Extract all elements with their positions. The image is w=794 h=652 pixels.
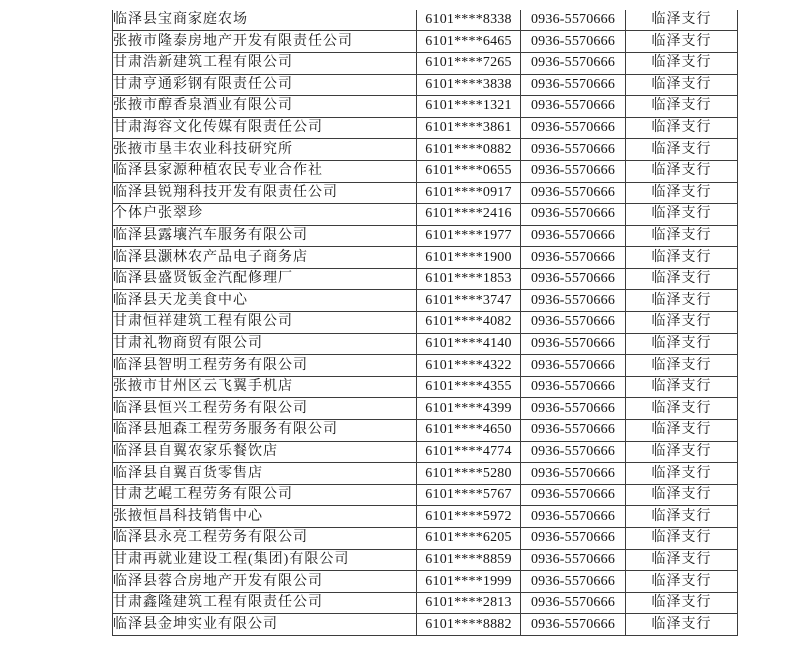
- table-row: [113, 52, 738, 74]
- table-row: [113, 96, 738, 118]
- company-name-cell: 临泽县灏林农产品电子商务店: [113, 247, 417, 269]
- account-number-cell: 6101****0655: [417, 160, 521, 182]
- company-name-cell: 临泽县恒兴工程劳务有限公司: [113, 398, 417, 420]
- table-row: [113, 247, 738, 269]
- table-row: [113, 225, 738, 247]
- branch-name-cell: 临泽支行: [626, 528, 738, 550]
- table-row: [113, 117, 738, 139]
- company-name-cell: 临泽县自翼百货零售店: [113, 463, 417, 485]
- account-number-cell: 6101****6205: [417, 528, 521, 550]
- company-name-cell: 临泽县金坤实业有限公司: [113, 614, 417, 636]
- branch-name-cell: 临泽支行: [626, 225, 738, 247]
- phone-number-cell: 0936-5570666: [521, 96, 626, 118]
- branch-name-cell: 临泽支行: [626, 96, 738, 118]
- account-number-cell: 6101****0917: [417, 182, 521, 204]
- company-name-cell: 张掖恒昌科技销售中心: [113, 506, 417, 528]
- table-row: [113, 182, 738, 204]
- phone-number-cell: 0936-5570666: [521, 355, 626, 377]
- branch-name-cell: 临泽支行: [626, 52, 738, 74]
- branch-name-cell: 临泽支行: [626, 247, 738, 269]
- account-number-cell: 6101****1853: [417, 268, 521, 290]
- company-name-cell: 临泽县宝商家庭农场: [113, 10, 417, 31]
- account-number-cell: 6101****1900: [417, 247, 521, 269]
- account-number-cell: 6101****8859: [417, 549, 521, 571]
- company-name-cell: 甘肃礼物商贸有限公司: [113, 333, 417, 355]
- table-row: [113, 441, 738, 463]
- account-number-cell: 6101****4140: [417, 333, 521, 355]
- branch-name-cell: 临泽支行: [626, 268, 738, 290]
- phone-number-cell: 0936-5570666: [521, 74, 626, 96]
- phone-number-cell: 0936-5570666: [521, 204, 626, 226]
- branch-name-cell: 临泽支行: [626, 592, 738, 614]
- account-number-cell: 6101****8882: [417, 614, 521, 636]
- phone-number-cell: 0936-5570666: [521, 571, 626, 593]
- phone-number-cell: 0936-5570666: [521, 268, 626, 290]
- company-name-cell: 甘肃鑫隆建筑工程有限责任公司: [113, 592, 417, 614]
- branch-name-cell: 临泽支行: [626, 376, 738, 398]
- table-row: [113, 10, 738, 31]
- account-number-cell: 6101****2813: [417, 592, 521, 614]
- account-number-cell: 6101****3747: [417, 290, 521, 312]
- branch-name-cell: 临泽支行: [626, 549, 738, 571]
- phone-number-cell: 0936-5570666: [521, 160, 626, 182]
- account-number-cell: 6101****4355: [417, 376, 521, 398]
- company-name-cell: 张掖市垦丰农业科技研究所: [113, 139, 417, 161]
- phone-number-cell: 0936-5570666: [521, 484, 626, 506]
- table-row: [113, 592, 738, 614]
- company-name-cell: 甘肃再就业建设工程(集团)有限公司: [113, 549, 417, 571]
- branch-name-cell: 临泽支行: [626, 355, 738, 377]
- company-name-cell: 张掖市醇香泉酒业有限公司: [113, 96, 417, 118]
- branch-name-cell: 临泽支行: [626, 160, 738, 182]
- account-number-cell: 6101****1977: [417, 225, 521, 247]
- table-row: [113, 376, 738, 398]
- phone-number-cell: 0936-5570666: [521, 528, 626, 550]
- company-name-cell: 甘肃艺崐工程劳务有限公司: [113, 484, 417, 506]
- company-name-cell: 临泽县自翼农家乐餐饮店: [113, 441, 417, 463]
- account-number-cell: 6101****4399: [417, 398, 521, 420]
- table-row: [113, 333, 738, 355]
- account-number-cell: 6101****2416: [417, 204, 521, 226]
- phone-number-cell: 0936-5570666: [521, 420, 626, 442]
- phone-number-cell: 0936-5570666: [521, 506, 626, 528]
- branch-name-cell: 临泽支行: [626, 463, 738, 485]
- branch-name-cell: 临泽支行: [626, 614, 738, 636]
- account-number-cell: 6101****0882: [417, 139, 521, 161]
- account-number-cell: 6101****1321: [417, 96, 521, 118]
- branch-name-cell: 临泽支行: [626, 10, 738, 31]
- account-number-cell: 6101****4650: [417, 420, 521, 442]
- phone-number-cell: 0936-5570666: [521, 376, 626, 398]
- phone-number-cell: 0936-5570666: [521, 441, 626, 463]
- branch-name-cell: 临泽支行: [626, 333, 738, 355]
- account-number-cell: 6101****6465: [417, 31, 521, 53]
- company-name-cell: 临泽县盛贤钣金汽配修理厂: [113, 268, 417, 290]
- branch-name-cell: 临泽支行: [626, 139, 738, 161]
- table-row: [113, 160, 738, 182]
- branch-name-cell: 临泽支行: [626, 420, 738, 442]
- phone-number-cell: 0936-5570666: [521, 117, 626, 139]
- company-name-cell: 甘肃恒祥建筑工程有限公司: [113, 312, 417, 334]
- table-row: [113, 420, 738, 442]
- company-name-cell: 张掖市甘州区云飞翼手机店: [113, 376, 417, 398]
- branch-name-cell: 临泽支行: [626, 398, 738, 420]
- company-name-cell: 临泽县锐翔科技开发有限责任公司: [113, 182, 417, 204]
- account-number-cell: 6101****1999: [417, 571, 521, 593]
- account-number-cell: 6101****5972: [417, 506, 521, 528]
- table-row: [113, 268, 738, 290]
- company-name-cell: 甘肃亨通彩钢有限责任公司: [113, 74, 417, 96]
- company-name-cell: 个体户张翠珍: [113, 204, 417, 226]
- account-number-cell: 6101****3861: [417, 117, 521, 139]
- phone-number-cell: 0936-5570666: [521, 463, 626, 485]
- table-row: [113, 398, 738, 420]
- branch-name-cell: 临泽支行: [626, 31, 738, 53]
- branch-name-cell: 临泽支行: [626, 117, 738, 139]
- phone-number-cell: 0936-5570666: [521, 247, 626, 269]
- phone-number-cell: 0936-5570666: [521, 312, 626, 334]
- account-number-cell: 6101****3838: [417, 74, 521, 96]
- phone-number-cell: 0936-5570666: [521, 139, 626, 161]
- table-row: [113, 463, 738, 485]
- phone-number-cell: 0936-5570666: [521, 333, 626, 355]
- account-number-cell: 6101****5767: [417, 484, 521, 506]
- branch-name-cell: 临泽支行: [626, 182, 738, 204]
- table-row: [113, 139, 738, 161]
- table-row: [113, 312, 738, 334]
- account-number-cell: 6101****4082: [417, 312, 521, 334]
- table-row: [113, 74, 738, 96]
- table-row: [113, 290, 738, 312]
- company-name-cell: 甘肃浩新建筑工程有限公司: [113, 52, 417, 74]
- account-number-cell: 6101****8338: [417, 10, 521, 31]
- phone-number-cell: 0936-5570666: [521, 52, 626, 74]
- phone-number-cell: 0936-5570666: [521, 290, 626, 312]
- phone-number-cell: 0936-5570666: [521, 10, 626, 31]
- company-name-cell: 临泽县旭森工程劳务服务有限公司: [113, 420, 417, 442]
- account-number-cell: 6101****4774: [417, 441, 521, 463]
- table-row: [113, 614, 738, 636]
- branch-name-cell: 临泽支行: [626, 571, 738, 593]
- account-number-cell: 6101****7265: [417, 52, 521, 74]
- company-name-cell: 临泽县露壤汽车服务有限公司: [113, 225, 417, 247]
- company-registry-table: [112, 10, 738, 636]
- account-number-cell: 6101****4322: [417, 355, 521, 377]
- account-number-cell: 6101****5280: [417, 463, 521, 485]
- branch-name-cell: 临泽支行: [626, 290, 738, 312]
- phone-number-cell: 0936-5570666: [521, 614, 626, 636]
- table-row: [113, 484, 738, 506]
- table-row: [113, 506, 738, 528]
- phone-number-cell: 0936-5570666: [521, 182, 626, 204]
- table-row: [113, 355, 738, 377]
- table-row: [113, 528, 738, 550]
- table-row: [113, 204, 738, 226]
- phone-number-cell: 0936-5570666: [521, 549, 626, 571]
- phone-number-cell: 0936-5570666: [521, 225, 626, 247]
- table-body: [113, 10, 738, 636]
- table-row: [113, 31, 738, 53]
- phone-number-cell: 0936-5570666: [521, 31, 626, 53]
- branch-name-cell: 临泽支行: [626, 312, 738, 334]
- company-name-cell: 临泽县永亮工程劳务有限公司: [113, 528, 417, 550]
- branch-name-cell: 临泽支行: [626, 74, 738, 96]
- table-row: [113, 571, 738, 593]
- company-name-cell: 临泽县天龙美食中心: [113, 290, 417, 312]
- company-name-cell: 临泽县蓉合房地产开发有限公司: [113, 571, 417, 593]
- table-row: [113, 549, 738, 571]
- branch-name-cell: 临泽支行: [626, 484, 738, 506]
- company-name-cell: 临泽县家源种植农民专业合作社: [113, 160, 417, 182]
- company-name-cell: 甘肃海容文化传媒有限责任公司: [113, 117, 417, 139]
- branch-name-cell: 临泽支行: [626, 506, 738, 528]
- company-name-cell: 临泽县智明工程劳务有限公司: [113, 355, 417, 377]
- phone-number-cell: 0936-5570666: [521, 592, 626, 614]
- branch-name-cell: 临泽支行: [626, 204, 738, 226]
- phone-number-cell: 0936-5570666: [521, 398, 626, 420]
- branch-name-cell: 临泽支行: [626, 441, 738, 463]
- company-name-cell: 张掖市隆泰房地产开发有限责任公司: [113, 31, 417, 53]
